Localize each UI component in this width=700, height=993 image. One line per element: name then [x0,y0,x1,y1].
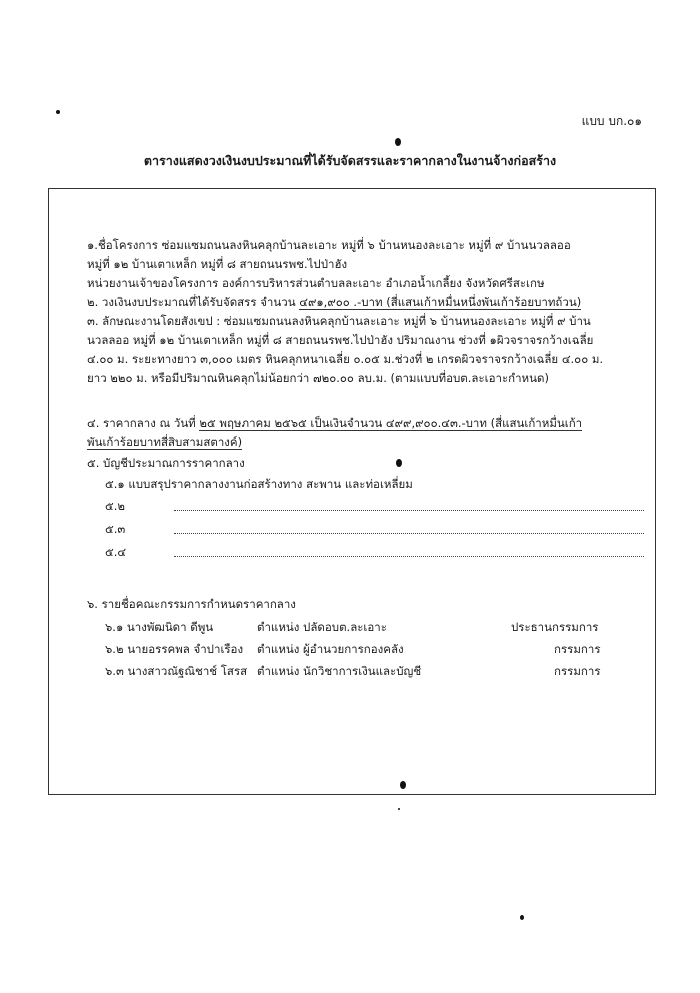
scan-speck [520,915,524,920]
document-title: ตารางแสดงวงเงินงบประมาณที่ได้รับจัดสรรและราคากลางในงานจ้างก่อสร้าง [143,153,557,168]
account-item-2: ๕.๒ [105,499,125,513]
form-code: แบบ บก.๐๑ [581,114,642,128]
committee-member-1-role: ประธานกรรมการ [511,620,599,634]
description-line-4: ยาว ๒๒๐ ม. หรือมีปริมาณหินคลุกไม่น้อยกว่า ๗๒๐.๐๐ ลบ.ม. (ตามแบบที่อบต.ละเอาะกำหนด) [87,371,549,385]
account-item-3-blank [174,523,644,534]
committee-member-3-role: กรรมการ [554,664,601,678]
scan-speck [396,459,402,467]
median-price-amount-words: พันเก้าร้อยบาทสี่สิบสามสตางค์) [87,435,243,449]
description-line-1: ๓. ลักษณะงานโดยสังเขป : ซ่อมแซมถนนลงหินคลุกบ้านละเอาะ หมู่ที่ ๖ บ้านหนองละเอาะ หมู่ที่ ๙ บ้าน [87,314,591,328]
project-owner: หน่วยงานเจ้าของโครงการ องค์การบริหารส่วนตำบลละเอาะ อำเภอน้ำเกลี้ยง จังหวัดศรีสะเกษ [87,276,545,290]
scan-speck [398,808,400,810]
median-price-line-2 [87,434,242,450]
scan-speck [56,110,60,114]
committee-member-1-name: ๖.๑ นางพัฒนิดา ดีพูน [105,620,214,634]
median-price-date-amount: ๒๕ พฤษภาคม ๒๕๖๕ เป็นเงินจำนวน ๔๙๙,๙๐๐.๔๓.-บาท (สี่แสนเก้าหมื่นเก้า [199,416,583,430]
account-item-1: ๕.๑ แบบสรุปราคากลางงานก่อสร้างทาง สะพาน และท่อเหลี่ยม [105,477,413,491]
committee-member-3-position: ตำแหน่ง นักวิชาการเงินและบัญชี [257,664,422,678]
median-price-line [87,415,582,431]
scan-speck [395,138,401,146]
budget-label: ๒. วงเงินงบประมาณที่ได้รับจัดสรร จำนวน [87,295,300,309]
median-price-label: ๔. ราคากลาง ณ วันที่ [87,416,200,430]
account-item-2-blank [174,500,644,511]
document-frame [48,188,656,795]
committee-member-2-name: ๖.๒ นายอรรคพล จำปาเรือง [105,642,244,656]
project-name-line-2: หมู่ที่ ๑๒ บ้านเตาเหล็ก หมู่ที่ ๘ สายถนนรพช.ไปป่าฮัง [87,257,348,271]
account-item-3: ๕.๓ [105,522,126,536]
budget-line [87,294,581,310]
committee-member-1-position: ตำแหน่ง ปลัดอบต.ละเอาะ [257,620,387,634]
budget-amount: ๔๙๑,๙๐๐ .-บาท (สี่แสนเก้าหมื่นหนึ่งพันเก้าร้อยบาทถ้วน) [299,295,582,309]
account-item-4-blank [174,546,644,557]
committee-member-2-role: กรรมการ [554,642,601,656]
description-line-2: นวลลออ หมู่ที่ ๑๒ บ้านเตาเหล็ก หมู่ที่ ๘ สายถนนรพช.ไปป่าฮัง ปริมาณงาน ช่วงที่ ๑ผิวจราจรกว้างเฉลี่ย [87,333,594,347]
committee-member-3-name: ๖.๓ นางสาวณัฐณิชาช์ โสรส [105,664,248,678]
project-name-line-1: ๑.ชื่อโครงการ ซ่อมแซมถนนลงหินคลุกบ้านละเอาะ หมู่ที่ ๖ บ้านหนองละเอาะ หมู่ที่ ๙ บ้านนวลลออ [87,238,571,252]
account-item-4: ๕.๔ [105,545,127,559]
accounts-heading: ๕. บัญชีประมาณการราคากลาง [87,456,245,470]
scan-speck [400,781,406,789]
committee-heading: ๖. รายชื่อคณะกรรมการกำหนดราคากลาง [87,597,296,611]
description-line-3: ๔.๐๐ ม. ระยะทางยาว ๓,๐๐๐ เมตร หินคลุกหนาเฉลี่ย ๐.๐๕ ม.ช่วงที่ ๒ เกรดผิวจราจรกว้างเฉลี่ย ๔.๐๐ ม. [87,352,604,366]
committee-member-2-position: ตำแหน่ง ผู้อำนวยการกองคลัง [257,642,404,656]
